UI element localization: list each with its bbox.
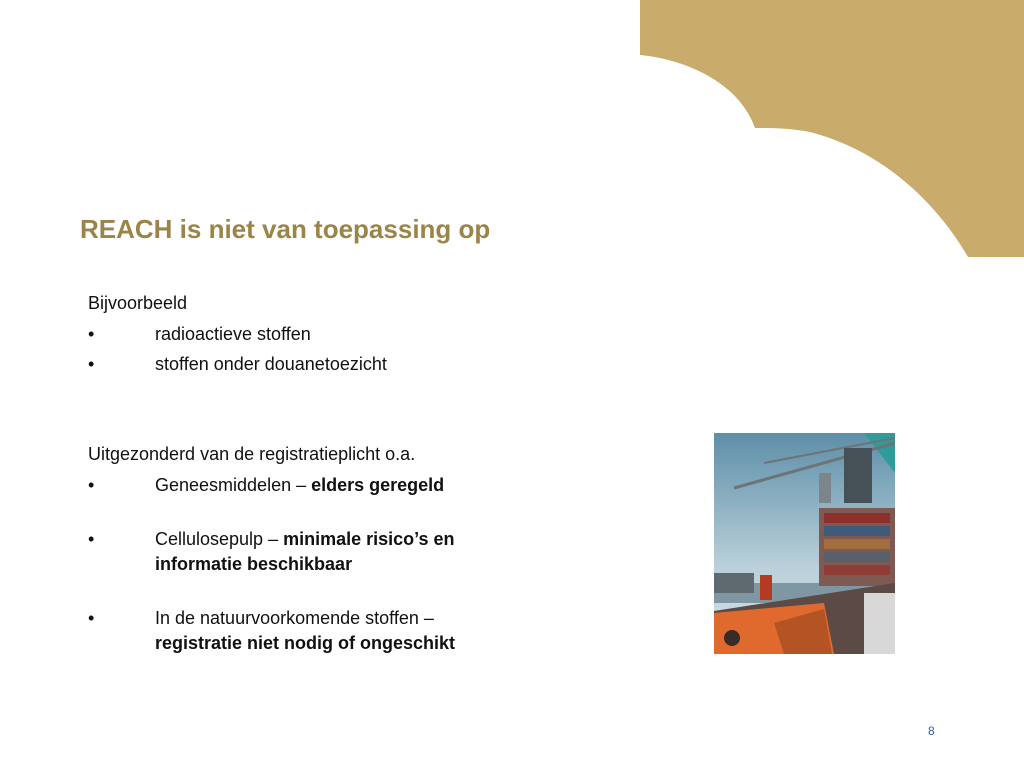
exempt-section <box>88 445 455 652</box>
list-item <box>88 609 455 652</box>
bullet: • <box>88 529 95 549</box>
exempt-heading: Uitgezonderd van de registratieplicht o.a. <box>88 444 416 464</box>
list-item-lead: In de natuurvoorkomende stoffen – <box>155 608 434 628</box>
list-item <box>88 530 455 573</box>
list-item-lead: Cellulosepulp – <box>155 529 284 549</box>
list-item-emphasis: elders geregeld <box>311 475 445 495</box>
bullet: • <box>88 324 95 344</box>
container-ship-photo <box>714 433 895 654</box>
list-item-lead: Geneesmiddelen – <box>155 475 312 495</box>
page-number: 8 <box>928 724 935 738</box>
bullet: • <box>88 475 95 495</box>
bullet: • <box>88 354 95 374</box>
list-item-emphasis-continued: informatie beschikbaar <box>155 554 353 574</box>
slide-title: REACH is niet van toepassing op <box>80 214 491 244</box>
example-section <box>88 294 387 373</box>
list-item <box>88 325 387 343</box>
bullet: • <box>88 608 95 628</box>
list-item <box>88 476 455 494</box>
example-heading: Bijvoorbeeld <box>88 293 188 313</box>
list-item-emphasis: minimale risico’s en <box>283 529 455 549</box>
list-item-emphasis-continued: registratie niet nodig of ongeschikt <box>155 633 456 653</box>
list-item-text: stoffen onder douanetoezicht <box>155 354 387 374</box>
list-item-text: radioactieve stoffen <box>155 324 311 344</box>
list-item <box>88 355 387 373</box>
